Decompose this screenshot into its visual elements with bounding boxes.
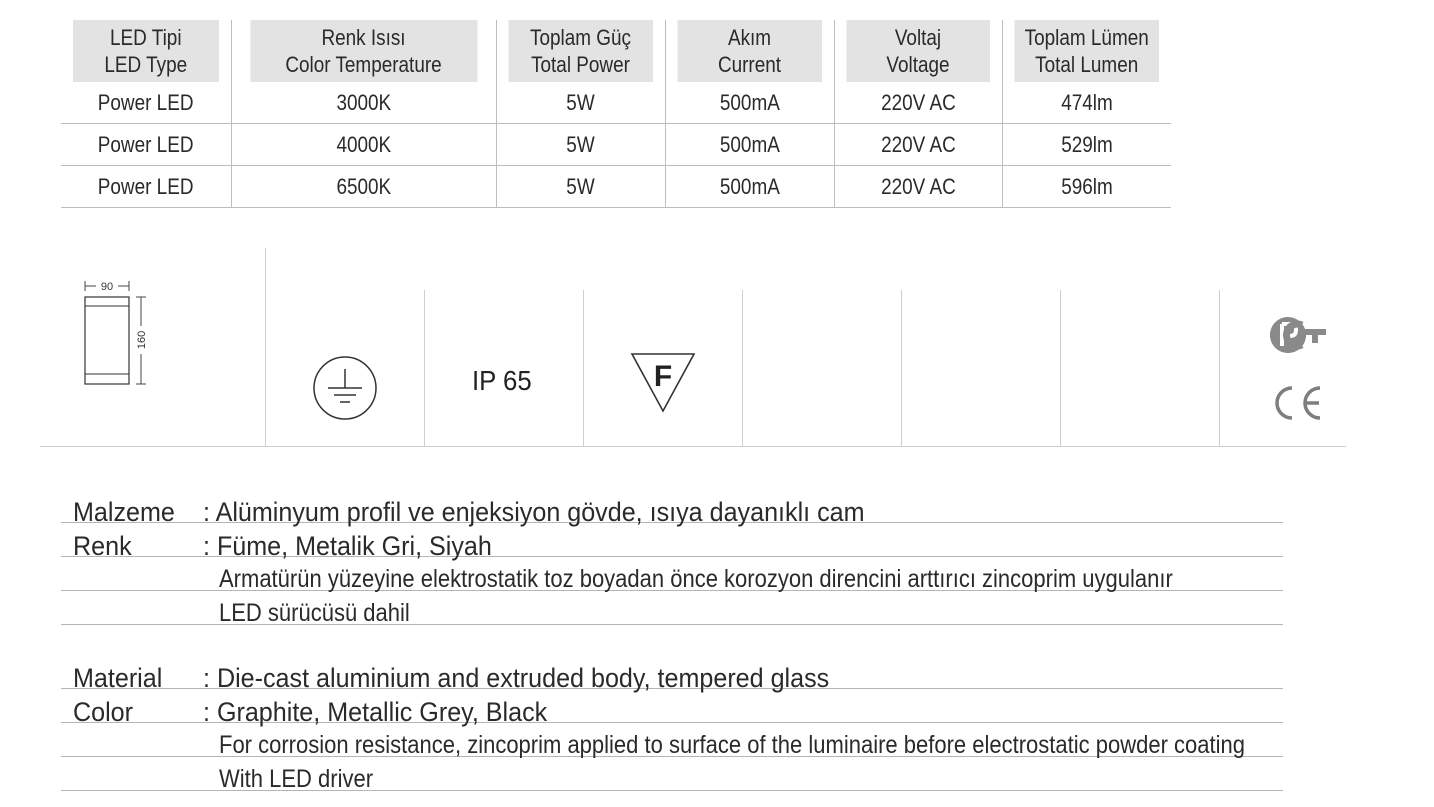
divider	[901, 290, 902, 446]
cell-total-power: 5W	[496, 124, 665, 166]
color-line	[61, 523, 1283, 561]
cell-current: 500mA	[665, 124, 834, 166]
pct-certification-icon	[1268, 315, 1332, 355]
coating-note: For corrosion resistance, zincoprim applied to surface of the luminaire before electrostatic powder coating	[219, 731, 1245, 759]
header-led-type: LED Tipi LED Type	[73, 20, 219, 82]
spec-table	[61, 20, 1171, 208]
ce-certification-icon	[1270, 384, 1326, 422]
ground-icon	[312, 355, 378, 421]
cell-color-temperature: 3000K	[231, 82, 496, 124]
cell-led-type: Power LED	[61, 166, 231, 208]
cell-color-temperature: 6500K	[231, 166, 496, 208]
material-value: : Alüminyum profil ve enjeksiyon gövde, ısıya dayanıklı cam	[203, 497, 865, 527]
note-line	[61, 757, 1283, 791]
material-value: : Die-cast aluminium and extruded body, tempered glass	[203, 663, 830, 693]
description-english	[61, 655, 1283, 791]
width-dimension: 90	[100, 281, 114, 293]
table-row	[61, 166, 1171, 208]
cell-total-power: 5W	[496, 166, 665, 208]
note-line	[61, 591, 1283, 625]
cell-led-type: Power LED	[61, 124, 231, 166]
cell-total-lumen: 596lm	[1002, 166, 1171, 208]
note-line	[61, 723, 1283, 757]
dimension-drawing	[80, 278, 170, 390]
cell-voltage: 220V AC	[834, 124, 1002, 166]
color-label: Renk	[73, 531, 132, 561]
cell-current: 500mA	[665, 166, 834, 208]
divider	[1060, 290, 1061, 446]
header-total-lumen: Toplam Lümen Total Lumen	[1014, 20, 1159, 82]
ip-rating: IP 65	[472, 365, 532, 396]
driver-note: LED sürücüsü dahil	[219, 599, 410, 627]
color-value: : Graphite, Metallic Grey, Black	[203, 697, 548, 727]
header-voltage: Voltaj Voltage	[846, 20, 990, 82]
material-line	[61, 489, 1283, 527]
divider	[583, 290, 584, 446]
divider	[1219, 290, 1220, 446]
table-header-row	[61, 20, 1171, 82]
note-line	[61, 557, 1283, 591]
header-color-temperature: Renk Isısı Color Temperature	[250, 20, 478, 82]
coating-note: Armatürün yüzeyine elektrostatik toz boyadan önce korozyon direncini arttırıcı zincoprim uygulanır	[219, 565, 1173, 593]
driver-note: With LED driver	[219, 765, 374, 793]
cell-voltage: 220V AC	[834, 166, 1002, 208]
header-current: Akım Current	[677, 20, 822, 82]
cell-voltage: 220V AC	[834, 82, 1002, 124]
cell-led-type: Power LED	[61, 82, 231, 124]
table-row	[61, 82, 1171, 124]
divider	[424, 290, 425, 446]
f-mark-icon	[630, 351, 696, 413]
divider	[265, 248, 266, 446]
cell-total-lumen: 529lm	[1002, 124, 1171, 166]
material-label: Material	[73, 663, 163, 693]
description-turkish	[61, 489, 1283, 625]
material-label: Malzeme	[73, 497, 175, 527]
svg-text:F: F	[653, 360, 673, 393]
cell-total-lumen: 474lm	[1002, 82, 1171, 124]
cell-color-temperature: 4000K	[231, 124, 496, 166]
height-dimension: 160	[136, 330, 148, 350]
color-value: : Füme, Metalik Gri, Siyah	[203, 531, 492, 561]
cell-current: 500mA	[665, 82, 834, 124]
table-row	[61, 124, 1171, 166]
header-total-power: Toplam Güç Total Power	[508, 20, 653, 82]
divider	[742, 290, 743, 446]
material-line	[61, 655, 1283, 693]
icon-strip	[40, 248, 1346, 447]
color-label: Color	[73, 697, 134, 727]
color-line	[61, 689, 1283, 727]
cell-total-power: 5W	[496, 82, 665, 124]
